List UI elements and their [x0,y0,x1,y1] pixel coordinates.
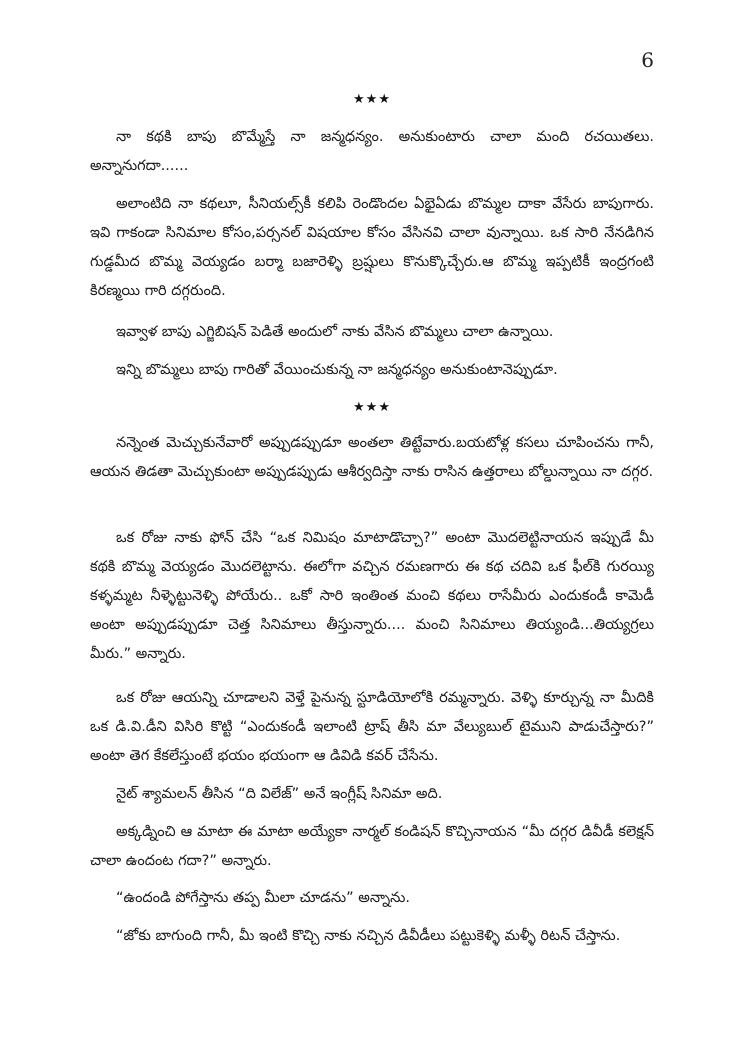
paragraph: “జోకు బాగుంది గానీ, మీ ఇంటి కొచ్చి నాకు నచ్చిన డివీడీలు పట్టుకెళ్ళి మళ్ళీ రిటన్ చేస్తాను. [116,928,621,944]
paragraph: ఇవ్వాళ బాపు ఎగ్జిబిషన్ పెడితే అందులో నాకు వేసిన బొమ్మలు చాలా ఉన్నాయి. [116,324,554,340]
paragraph: నా కథకి బాపు బొమ్మేస్తే నా జన్మధన్యం. అనుకుంటారు చాలా మంది రచయితలు. అన్నానుగదా...... [90,129,654,174]
paragraph: ఒక రోజు ఆయన్ని చూడాలని వెళ్తే పైనున్న స్టూడియోలోకి రమ్మన్నారు. వెళ్ళి కూర్చున్న నా మీదికి ఒక డి.వి.డీని విసిరి కొట్టి “ఎందుకండీ ఇలాంటి ట్రాష్ తీసి మా వేల్యుబుల్ టైముని పాడుచేస్తారు?” అంటా తెగ కేకలేస్తుంటే భయం భయంగా ఆ డివిడి కవర్ చేసేను. [90,690,654,764]
section-separator: ★★★ [353,400,391,415]
paragraph: ఒక రోజు నాకు ఫోన్ చేసి “ఒక నిమిషం మాటాడొచ్చా?” అంటా మొదలెట్టినాయన ఇప్పుడే మీ కథకి బొమ్మ వెయ్యడం మొదలెట్టాను. ఈలోగా వచ్చిన రమణగారు ఈ కథ చదివి ఒక ఫీల్‌కి గురయ్యి కళ్ళమ్మట నీళ్ళెట్టునెళ్ళి పోయేరు.. ఒకో సారి ఇంతింత మంచి కథలు రాసేమీరు ఎందుకండీ కామెడీ అంటా అప్పుడప్పుడూ చెత్త సినిమాలు తీస్తున్నారు.... మంచి సినిమాలు తియ్యండి...తియ్యగ్రలు మీరు.” అన్నారు. [90,530,654,662]
paragraph: అక్కడ్నించి ఆ మాటా ఈ మాటా అయ్యేకా నార్మల్ కండిషన్ కొచ్చినాయన “మీ దగ్గర డివీడీ కలెక్షన్ చాలా ఉందంట గదా?” అన్నారు. [90,824,654,869]
paragraph: నన్నెంత మెచ్చుకునేవారో అప్పుడప్పుడూ అంతలా తిట్టేవారు.బయటోళ్ల కసలు చూపించను గానీ, ఆయన తిడతా మెచ్చుకుంటా అప్పుడప్పుడు ఆశీర్వదిస్తా నాకు రాసిన ఉత్తరాలు బోల్డున్నాయి నా దగ్గర. [90,435,654,480]
paragraph: అలాంటిది నా కథలూ, సీనియల్స్‌కీ కలిపి రెండొందల ఏభైఏడు బొమ్మల దాకా వేసేరు బాపుగారు. ఇవి గాకండా సినిమాల కోసం,పర్సనల్ విషయాల కోసం వేసినవి చాలా వున్నాయి. ఒక సారి నేనడిగిన గుడ్డమీద బొమ్మ వెయ్యడం బర్మా బజారెళ్ళి బ్రష్షులు కొనుక్కొచ్చేరు.ఆ బొమ్మ ఇప్పటికీ ఇంద్రగంటి కిరణ్మయి గారి దగ్గరుంది. [90,196,654,299]
section-separator: ★★★ [353,92,391,107]
paragraph: “ఉందండి పోగేస్తాను తప్ప మీలా చూడను” అన్నాను. [116,890,410,906]
paragraph: నైట్ శ్యామలన్ తీసిన “ది విలేజ్” అనే ఇంగ్లీష్ సినిమా అది. [116,786,443,802]
paragraph: ఇన్ని బొమ్మలు బాపు గారితో వేయించుకున్న నా జన్మధన్యం అనుకుంటానెప్పుడూ. [116,362,558,378]
page-number: 6 [641,48,654,72]
